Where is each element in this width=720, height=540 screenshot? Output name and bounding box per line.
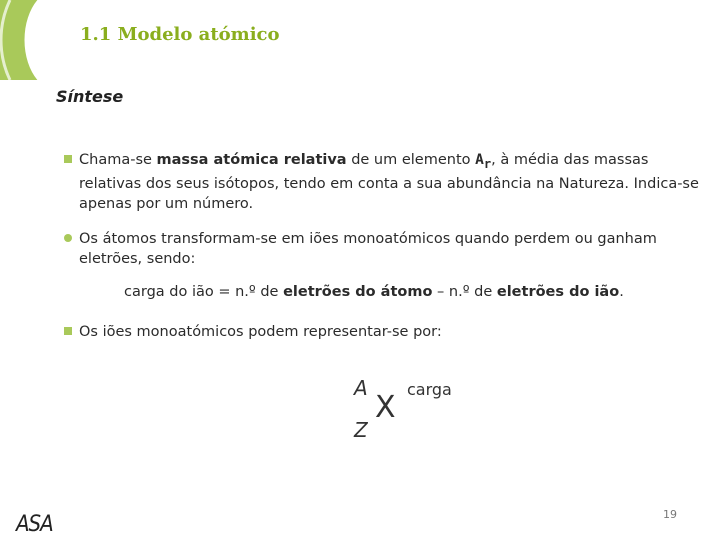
bullet-marker — [64, 155, 72, 163]
ion-notation — [352, 376, 492, 446]
bullet-item-relative-mass — [64, 150, 704, 214]
bullet-bold-term: massa atómica relativa — [156, 152, 347, 168]
charge-formula: carga do ião = n.º de eletrões do átomo – n.º de eletrões do ião. — [124, 284, 624, 300]
bullet-text: de um elemento — [346, 152, 476, 168]
bullet-item-ions — [64, 229, 704, 269]
element-symbol: X — [375, 390, 396, 425]
bullet-text: , à média das massas relativas dos seus isótopos, tendo em conta a sua abundância na Natureza. Indica-se apenas por um número. — [79, 152, 699, 212]
mass-number-symbol: A — [354, 376, 368, 400]
bullet-text: Os átomos transformam-se em iões monoatómicos quando perdem ou ganham eletrões, sendo: — [79, 231, 657, 267]
bullet-marker — [64, 234, 72, 242]
symbol-ar: $A_r$ — [475, 152, 492, 171]
page-number: 19 — [663, 508, 677, 521]
section-heading: Síntese — [56, 87, 124, 106]
bullet-marker — [64, 327, 72, 335]
asa-logo: ASA — [16, 512, 53, 537]
bullet-item-representation — [64, 322, 704, 342]
bullet-text: Chama-se — [79, 152, 157, 168]
slide-title: 1.1 Modelo atómico — [80, 24, 280, 45]
bullet-text: Os iões monoatómicos podem representar-se por: — [79, 324, 442, 340]
corner-decoration — [0, 0, 80, 80]
atomic-number-symbol: Z — [354, 418, 368, 442]
charge-label: carga — [407, 380, 452, 399]
